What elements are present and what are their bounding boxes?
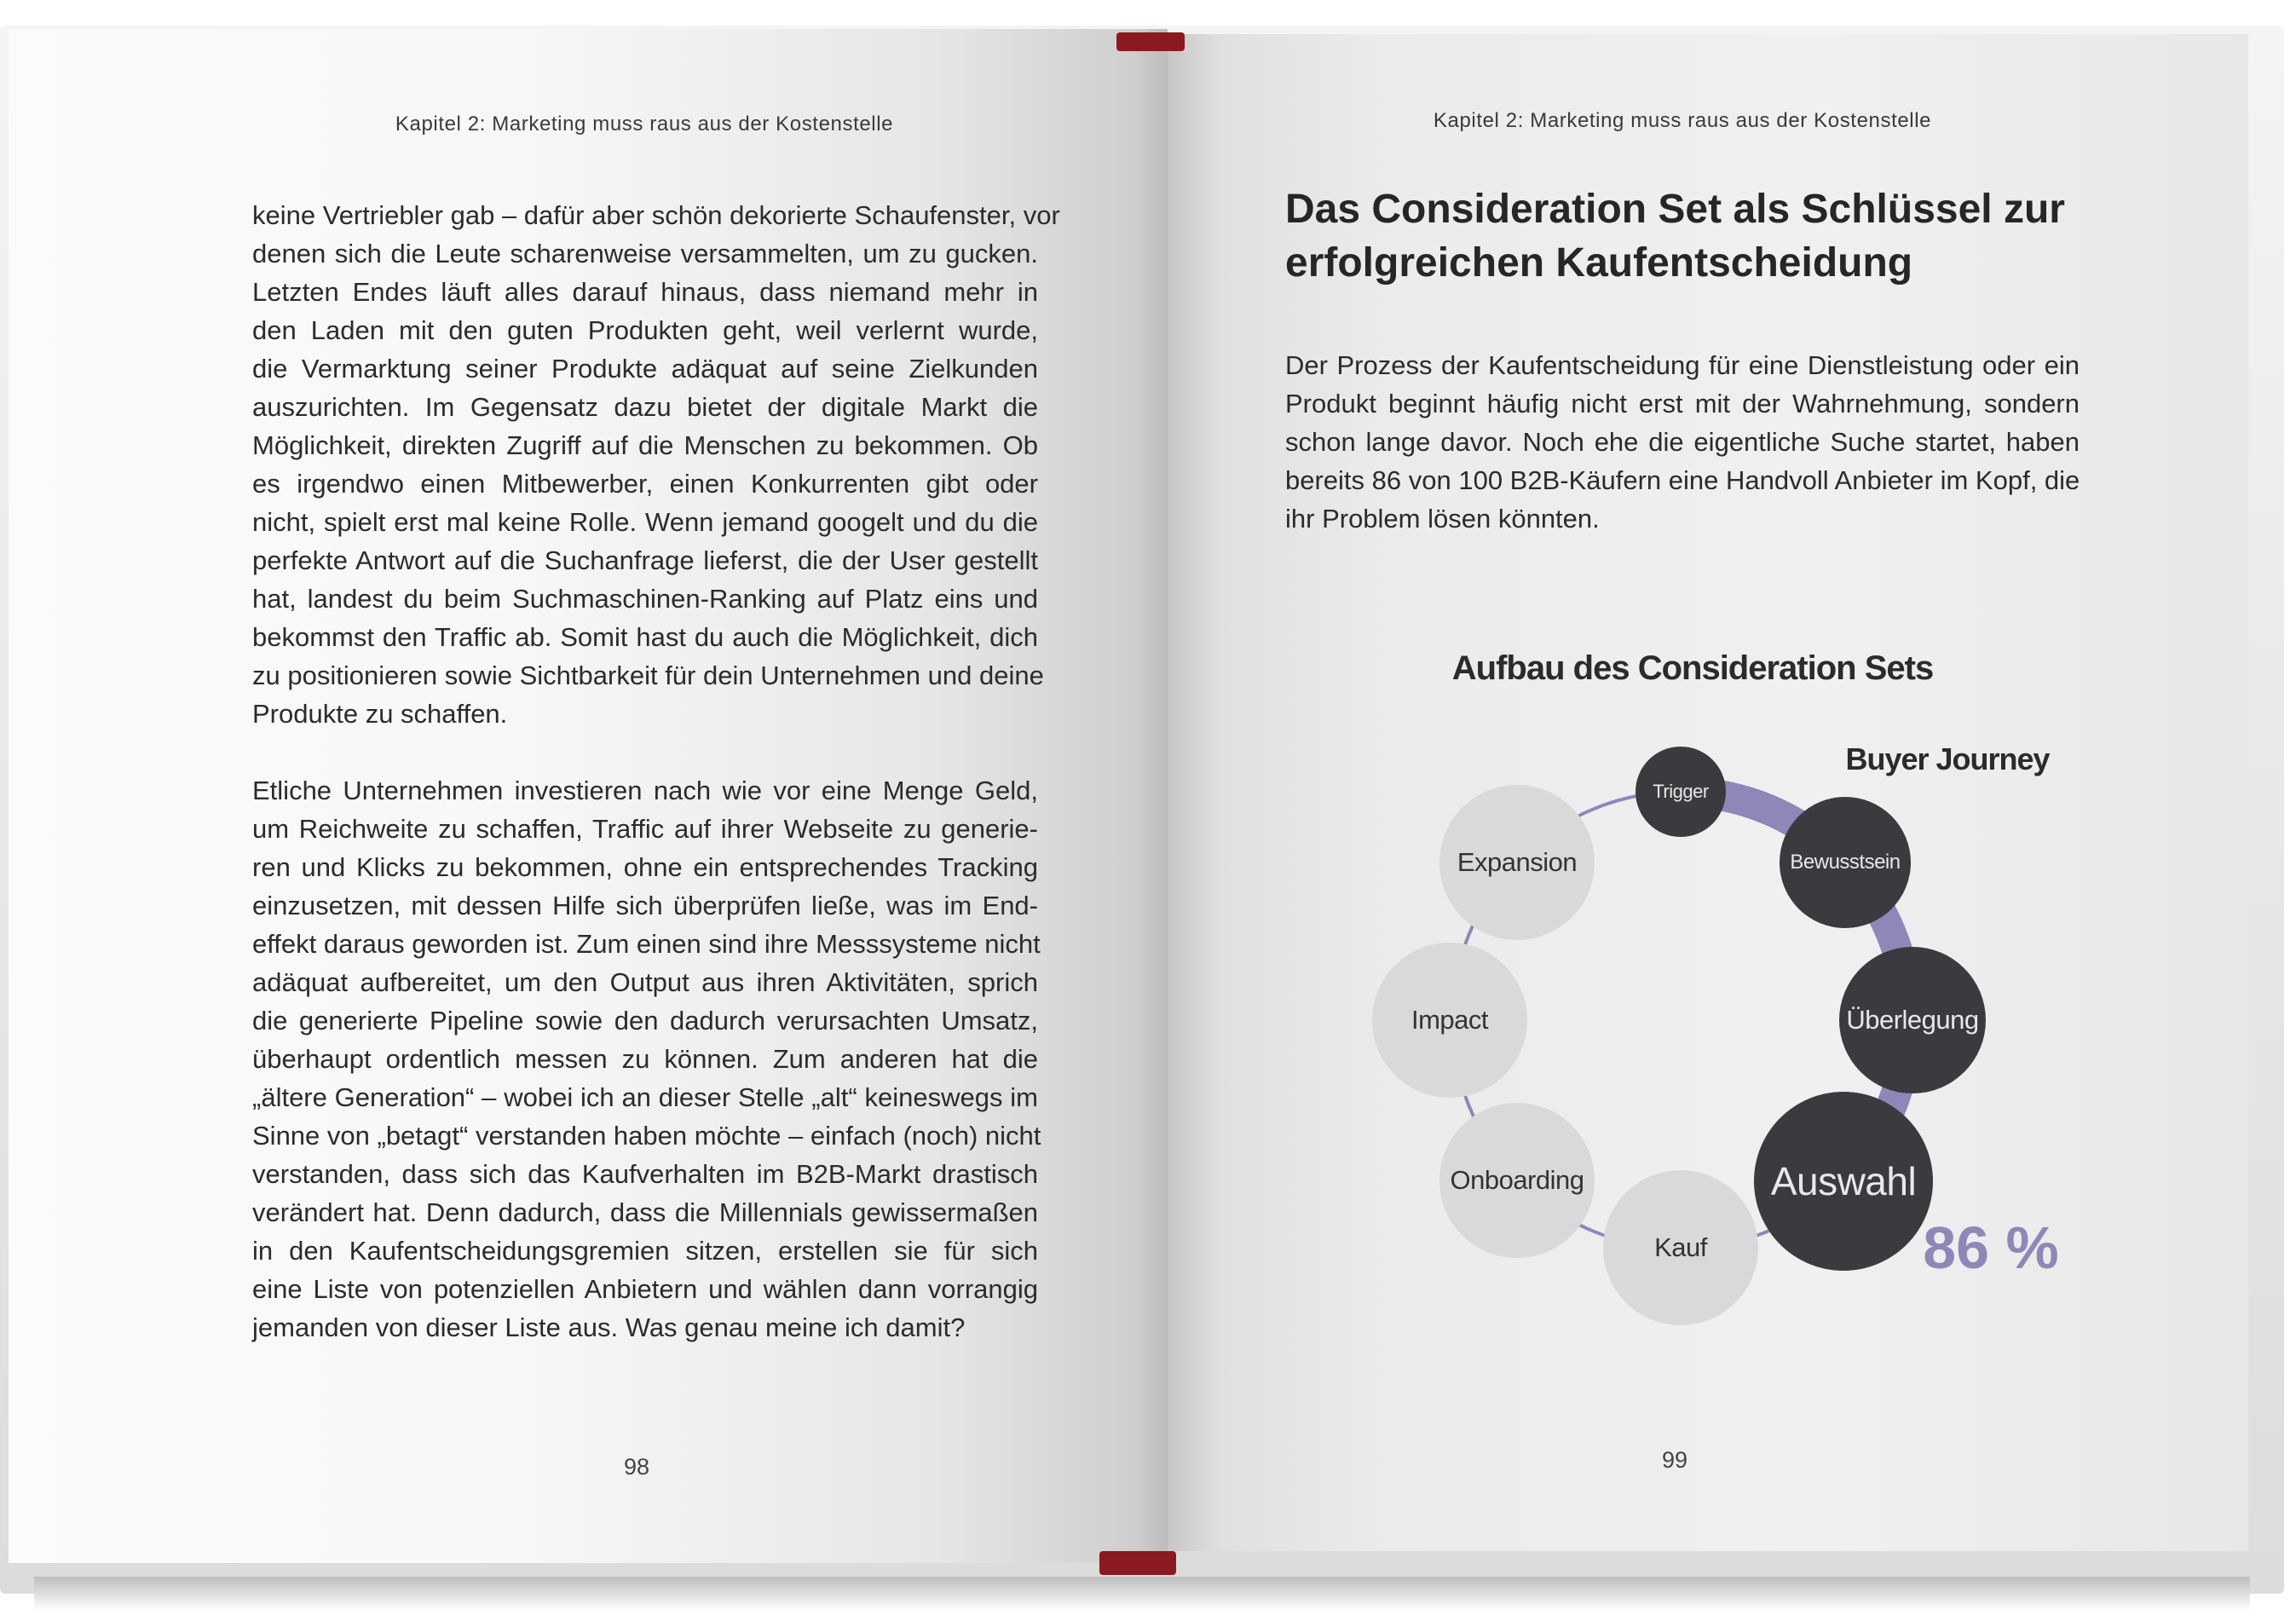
text-line: eine Liste von potenziellen Anbietern und wählen dann vorrangig [252, 1274, 1038, 1304]
text-line: Möglichkeit, direkten Zugriff auf die Menschen zu bekommen. Ob [252, 430, 1038, 460]
text-line: die Vermarktung seiner Produkte adäquat auf seine Zielkunden [252, 354, 1038, 384]
section-title-line: Das Consideration Set als Schlüssel zur [1285, 187, 2065, 232]
stage-impact: Impact [1372, 943, 1527, 1098]
text-line: verstanden, dass sich das Kaufverhalten im B2B-Markt drastisch [252, 1159, 1038, 1189]
left-page-number: 98 [623, 1454, 650, 1480]
text-line: die generierte Pipeline sowie den dadurch verursachten Umsatz, [252, 1006, 1038, 1035]
stage-kauf: Kauf [1603, 1170, 1758, 1325]
text-line: keine Vertriebler gab – dafür aber schön dekorierte Schaufenster, vor [252, 200, 1060, 230]
text-line: auszurichten. Im Gegensatz dazu bietet der digitale Markt die [252, 392, 1038, 422]
text-line: es irgendwo einen Mitbewerber, einen Konkurrenten gibt oder [252, 469, 1038, 499]
text-line: Sinne von „betagt“ verstanden haben möchte – einfach (noch) nicht [252, 1121, 1041, 1151]
text-line: nicht, spielt erst mal keine Rolle. Wenn jemand googelt und du die [252, 507, 1038, 537]
stage-trigger: Trigger [1635, 747, 1726, 837]
stage-onboarding: Onboarding [1439, 1103, 1595, 1258]
text-line: perfekte Antwort auf die Suchanfrage lieferst, die der User gestellt [252, 545, 1038, 575]
section-title-line: erfolgreichen Kaufentscheidung [1285, 240, 1913, 286]
text-line: Etliche Unternehmen investieren nach wie vor eine Menge Geld, [252, 776, 1038, 805]
text-line: adäquat aufbereitet, um den Output aus ihren Aktivitäten, sprich [252, 967, 1038, 997]
text-line: einzusetzen, mit dessen Hilfe sich überprüfen ließe, was im End- [252, 891, 1038, 920]
text-line: überhaupt ordentlich messen zu können. Zum anderen hat die [252, 1044, 1038, 1074]
right-page-number: 99 [1661, 1447, 1688, 1473]
text-line: um Reichweite zu schaffen, Traffic auf ihrer Webseite zu generie- [252, 814, 1038, 844]
text-line: schon lange davor. Noch ehe die eigentliche Suche startet, haben [1285, 427, 2080, 457]
text-line: verändert hat. Denn dadurch, dass die Millennials gewissermaßen [252, 1197, 1038, 1227]
text-line: „ältere Generation“ – wobei ich an dieser Stelle „alt“ keineswegs im [252, 1082, 1038, 1112]
text-line: Der Prozess der Kaufentscheidung für eine Dienstleistung oder ein [1285, 350, 2080, 380]
percentage-label: 86 % [1923, 1214, 2059, 1281]
text-line: Produkte zu schaffen. [252, 699, 508, 729]
text-line: bereits 86 von 100 B2B-Käufern eine Handvoll Anbieter im Kopf, die [1285, 465, 2080, 495]
text-line: Letzten Endes läuft alles darauf hinaus, dass niemand mehr in [252, 277, 1038, 307]
text-line: in den Kaufentscheidungsgremien sitzen, erstellen sie für sich [252, 1236, 1038, 1266]
text-line: ren und Klicks zu bekommen, ohne ein entsprechendes Tracking [252, 852, 1038, 882]
diagram-title: Aufbau des Consideration Sets [1451, 649, 1934, 687]
text-line: Produkt beginnt häufig nicht erst mit der Wahrnehmung, sondern [1285, 389, 2080, 418]
text-line: ihr Problem lösen könnten. [1285, 504, 1600, 534]
buyer-journey-label: Buyer Journey [1845, 741, 2050, 776]
text-line: den Laden mit den guten Produkten geht, weil verlernt wurde, [252, 315, 1038, 345]
right-running-head: Kapitel 2: Marketing muss raus aus der Kostenstelle [1433, 109, 1932, 132]
text-line: zu positionieren sowie Sichtbarkeit für dein Unternehmen und deine [252, 661, 1044, 690]
stage-auswahl: Auswahl [1754, 1092, 1933, 1271]
text-line: jemanden von dieser Liste aus. Was genau meine ich damit? [252, 1312, 966, 1342]
stage-ueberlegung: Überlegung [1839, 947, 1986, 1093]
stage-expansion: Expansion [1439, 785, 1595, 940]
text-line: effekt daraus geworden ist. Zum einen sind ihre Messsysteme nicht [252, 929, 1041, 959]
text-line: hat, landest du beim Suchmaschinen-Ranking auf Platz eins und [252, 584, 1038, 614]
text-line: denen sich die Leute scharenweise versammelten, um zu gucken. [252, 239, 1038, 268]
left-running-head: Kapitel 2: Marketing muss raus aus der Kostenstelle [395, 112, 894, 136]
text-line: bekommst den Traffic ab. Somit hast du auch die Möglichkeit, dich [252, 622, 1038, 652]
stage-bewusstsein: Bewusstsein [1780, 797, 1911, 928]
